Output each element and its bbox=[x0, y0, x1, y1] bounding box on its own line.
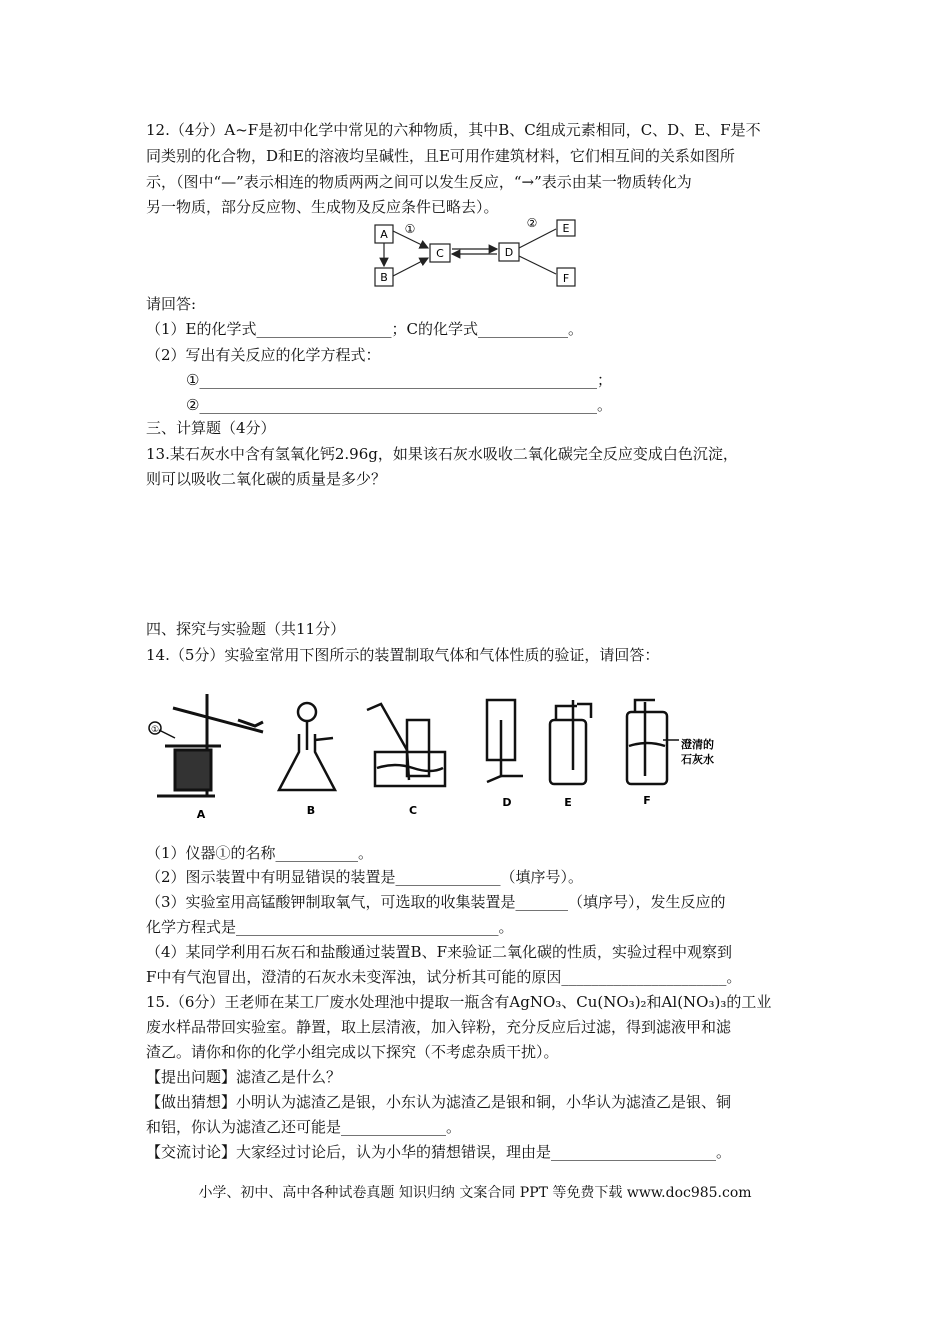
q12-sub1: （1）E的化学式__________________；C的化学式____________。 bbox=[146, 320, 583, 338]
q14-2: （2）图示装置中有明显错误的装置是______________（填序号）。 bbox=[146, 868, 584, 886]
limewater-label-2: 石灰水 bbox=[681, 753, 714, 766]
q12-line1: 12.（4分）A~F是初中化学中常见的六种物质，其中B、C组成元素相同，C、D、E、F是不 bbox=[146, 121, 761, 139]
q15-line1: 15.（6分）王老师在某工厂废水处理池中提取一瓶含有AgNO₃、Cu(NO₃)₂和Al(NO₃)₃的工业 bbox=[146, 993, 772, 1011]
node-b: B bbox=[380, 271, 388, 284]
apparatus-label-c: C bbox=[408, 804, 418, 817]
q13-line2: 则可以吸收二氧化碳的质量是多少？ bbox=[146, 470, 387, 488]
q15-line4: 【提出问题】滤渣乙是什么？ bbox=[146, 1068, 342, 1086]
apparatus-label-d: D bbox=[502, 796, 512, 809]
q15-line7: 【交流讨论】大家经过讨论后，认为小华的猜想错误，理由是______________________。 bbox=[146, 1143, 732, 1161]
node-d: D bbox=[504, 246, 514, 259]
q12-line2: 同类别的化合物，D和E的溶液均呈碱性，且E可用作建筑材料，它们相互间的关系如图所 bbox=[146, 147, 735, 165]
q15-line3: 渣乙。请你和你的化学小组完成以下探究（不考虑杂质干扰）。 bbox=[146, 1043, 559, 1061]
q13-line1: 13.某石灰水中含有氢氧化钙2.96g，如果该石灰水吸收二氧化碳完全反应变成白色沉淀， bbox=[146, 445, 738, 463]
q14-3b: 化学方程式是___________________________________。 bbox=[146, 918, 514, 936]
apparatus-label-e: E bbox=[564, 796, 572, 809]
node-f: F bbox=[562, 272, 570, 285]
q14-4a: （4）某同学利用石灰石和盐酸通过装置B、F来验证二氧化碳的性质，实验过程中观察到 bbox=[146, 943, 732, 961]
q15-line5: 【做出猜想】小明认为滤渣乙是银，小东认为滤渣乙是银和铜，小华认为滤渣乙是银、铜 bbox=[146, 1093, 732, 1111]
q15-line2: 废水样品带回实验室。静置，取上层清液，加入锌粉，充分反应后过滤，得到滤液甲和滤 bbox=[146, 1018, 732, 1036]
q12-eq2: ②_____________________________________________________。 bbox=[186, 396, 612, 414]
node-e: E bbox=[562, 222, 570, 235]
apparatus-label-a: A bbox=[196, 808, 206, 821]
relationship-diagram bbox=[366, 216, 588, 290]
apparatus-label-f: F bbox=[643, 794, 651, 807]
q14-4b: F中有气泡冒出，澄清的石灰水未变浑浊，试分析其可能的原因______________________。 bbox=[146, 968, 742, 986]
limewater-label-1: 澄清的 bbox=[681, 738, 714, 751]
q14-intro: 14.（5分）实验室常用下图所示的装置制取气体和气体性质的验证，请回答： bbox=[146, 646, 660, 664]
lab-apparatus-figure bbox=[145, 690, 735, 830]
q14-3a: （3）实验室用高锰酸钾制取氧气，可选取的收集装置是_______（填序号），发生反应的 bbox=[146, 893, 726, 911]
q12-line4: 另一物质，部分反应物、生成物及反应条件已略去）。 bbox=[146, 198, 499, 216]
mark-2: ② bbox=[526, 216, 538, 230]
node-a: A bbox=[380, 228, 388, 241]
node-c: C bbox=[436, 247, 444, 260]
q12-eq1: ①_____________________________________________________； bbox=[186, 371, 612, 389]
q12-prompt: 请回答: bbox=[146, 295, 197, 313]
section-3-title: 三、计算题（4分） bbox=[146, 419, 276, 437]
q15-line6: 和铝，你认为滤渣乙还可能是______________。 bbox=[146, 1118, 462, 1136]
q12-line3: 示，（图中“—”表示相连的物质两两之间可以发生反应，“→”表示由某一物质转化为 bbox=[146, 173, 692, 191]
section-4-title: 四、探究与实验题（共11分） bbox=[146, 620, 346, 638]
page-footer: 小学、初中、高中各种试卷真题 知识归纳 文案合同 PPT 等免费下载 www.doc985.com bbox=[198, 1185, 752, 1201]
q12-sub2: （2）写出有关反应的化学方程式： bbox=[146, 346, 381, 364]
mark-1: ① bbox=[404, 222, 416, 236]
apparatus-label-b: B bbox=[306, 804, 316, 817]
q14-1: （1）仪器①的名称___________。 bbox=[146, 844, 374, 862]
apparatus-mark-1: ① bbox=[150, 725, 160, 735]
